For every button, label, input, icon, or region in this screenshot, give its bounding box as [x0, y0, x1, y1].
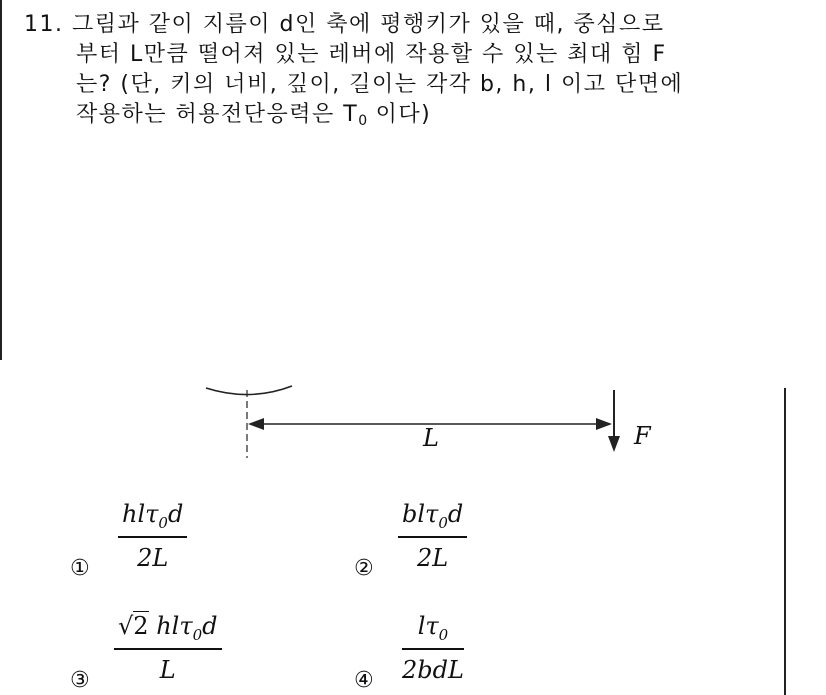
left-border-line — [0, 0, 2, 360]
force-arrowhead — [608, 436, 620, 452]
question-line-4: 작용하는 허용전단응력은 $T_0$ 이다) — [76, 102, 432, 129]
option-1-marker: ① — [70, 556, 90, 581]
option-3-numerator: √2 hlτ$_0$d — [118, 612, 218, 644]
option-2-numerator: blτ$_0$d — [402, 500, 464, 532]
left-arrowhead — [248, 418, 264, 430]
shaft-arc — [206, 386, 292, 395]
option-3-fraction — [114, 612, 222, 684]
lever-figure — [180, 370, 700, 474]
option-1-numerator: hlτ$_0$d — [122, 500, 184, 532]
question-number: 11. — [24, 12, 64, 37]
option-4-marker: ④ — [354, 668, 374, 693]
question-line-1: 11. 그림과 같이 지름이 d인 축에 평행키가 있을 때, 중심으로 — [24, 12, 665, 37]
right-arrowhead — [596, 418, 612, 430]
question-line-2: 부터 L만큼 떨어져 있는 레버에 작용할 수 있는 최대 힘 F — [76, 42, 667, 67]
option-1-fraction — [118, 500, 187, 572]
lever-diagram — [180, 370, 700, 470]
question-line-3: 는? (단, 키의 너비, 깊이, 길이는 각각 b, h, l 이고 단면에 — [76, 72, 684, 97]
option-3-denominator: L — [159, 655, 176, 684]
option-4-numerator: $l\tau_0$ — [417, 612, 449, 644]
option-4-fraction — [402, 612, 464, 684]
option-3-marker: ③ — [70, 668, 90, 693]
option-1-denominator: 2L — [137, 543, 169, 572]
force-label: F — [634, 422, 651, 450]
option-2-marker: ② — [354, 556, 374, 581]
option-4-denominator: 2bdL — [402, 655, 464, 684]
sqrt-sign: √ — [118, 612, 134, 640]
question-text — [24, 10, 804, 136]
right-border-line — [784, 388, 786, 695]
length-label: L — [423, 424, 439, 452]
option-2-fraction — [398, 500, 467, 572]
option-2-denominator: 2L — [417, 543, 449, 572]
